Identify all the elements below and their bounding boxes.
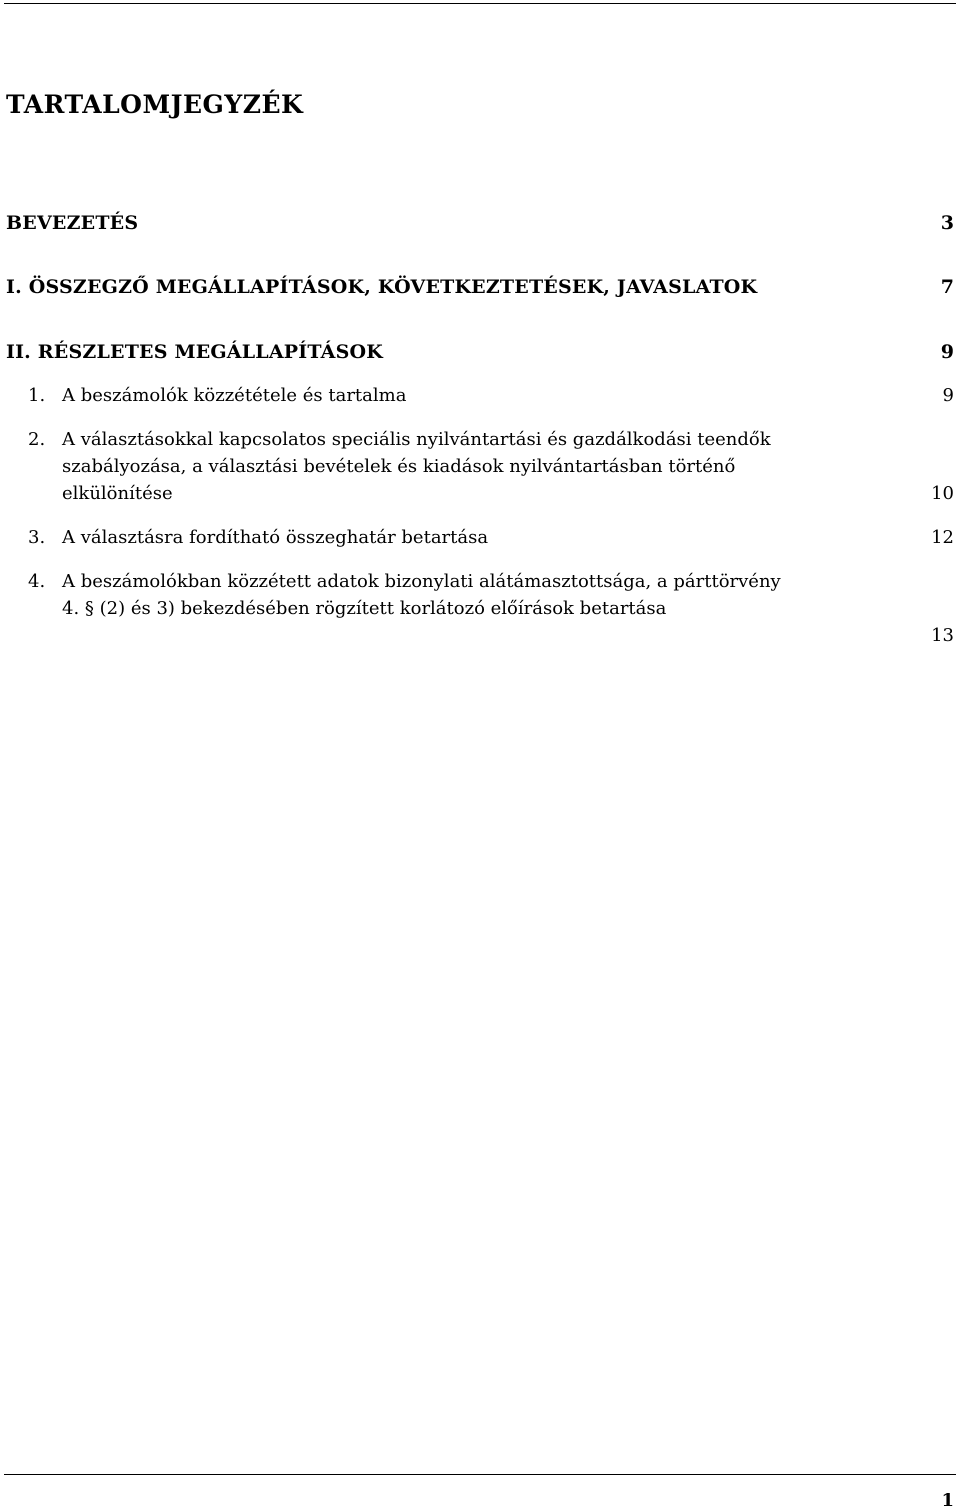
footer-rule [4,1474,956,1475]
toc-entry-label: A választásra fordítható összeghatár betartása [62,527,489,548]
toc-entry-section-1[interactable] [6,275,954,299]
toc-entry-subsection-2[interactable] [6,426,954,507]
toc-entry-page: 13 [931,625,954,646]
toc-entry-label: II. RÉSZLETES MEGÁLLAPÍTÁSOK [6,341,384,363]
toc-entry-introduction[interactable] [6,211,954,235]
toc-entry-number: 3. [28,527,46,548]
toc-entry-page: 7 [940,276,954,298]
toc-entry-page: 12 [931,527,954,548]
toc-entry-page: 3 [940,212,954,234]
toc-entry-subsection-3[interactable] [6,524,954,551]
top-rule [4,3,956,4]
page-title: TARTALOMJEGYZÉK [6,90,304,119]
toc-entry-label: A választásokkal kapcsolatos speciális nyilvántartási és gazdálkodási teendők szabályozása, a választási bevételek és kiadások nyilvántartásban történő elkülönítése [62,429,771,504]
toc-entry-number: 1. [28,385,46,406]
toc-entry-section-2[interactable] [6,340,954,364]
toc-entry-label: A beszámolók közzététele és tartalma [62,385,407,406]
toc-entry-page: 9 [942,385,954,406]
toc-entry-page: 9 [940,341,954,363]
toc-entry-number: 2. [28,429,46,450]
toc-entry-number: 4. [28,571,46,592]
toc-entry-subsection-1[interactable] [6,382,954,409]
toc-entry-page: 10 [931,483,954,504]
toc-entry-subsection-4[interactable] [6,568,954,649]
page-number: 1 [941,1490,954,1511]
toc-entry-label: I. ÖSSZEGZŐ MEGÁLLAPÍTÁSOK, KÖVETKEZTETÉSEK, JAVASLATOK [6,276,758,298]
toc-entry-label: A beszámolókban közzétett adatok bizonylati alátámasztottsága, a párttörvény 4. § (2) és 3) bekezdésében rögzített korlátozó előírások betartása [62,571,781,619]
toc-entry-label: BEVEZETÉS [6,212,139,234]
